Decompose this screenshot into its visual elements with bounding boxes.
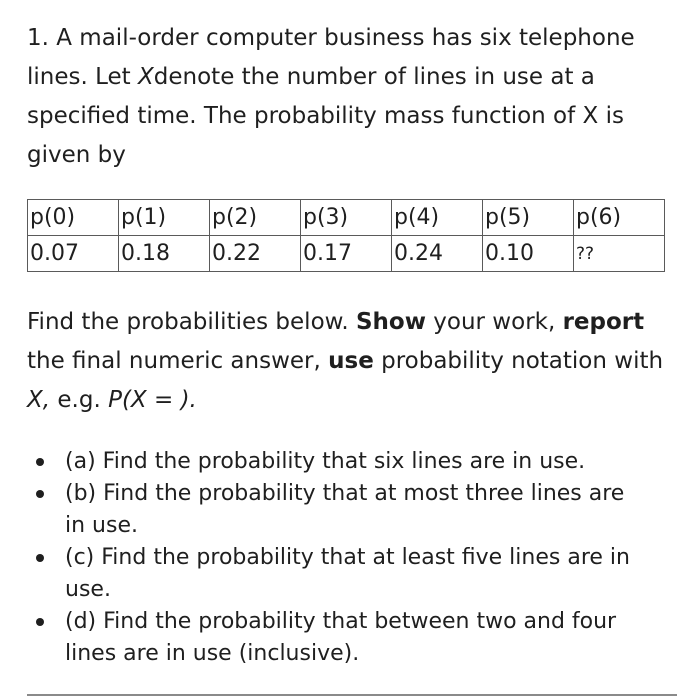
list-item bbox=[30, 478, 650, 542]
variable-x: X bbox=[138, 64, 154, 90]
instructions-bold-use: use bbox=[328, 348, 374, 374]
question-list bbox=[30, 446, 650, 670]
instructions-italic-notation: P(X = ). bbox=[108, 387, 197, 413]
question-a: (a) Find the probability that six lines are in use. bbox=[65, 449, 586, 474]
question-d: (d) Find the probability that between two and four lines are in use (inclusive). bbox=[65, 609, 617, 666]
list-item bbox=[30, 542, 650, 606]
list-item bbox=[30, 446, 650, 478]
instructions-bold-report: report bbox=[562, 309, 645, 335]
pmf-header-cell: p(2) bbox=[210, 200, 301, 236]
instructions-text: probability notation with bbox=[373, 348, 664, 374]
pmf-value-cell-unknown: ?? bbox=[574, 236, 665, 272]
pmf-value-cell: 0.17 bbox=[301, 236, 392, 272]
pmf-header-cell: p(3) bbox=[301, 200, 392, 236]
list-item bbox=[30, 606, 650, 670]
problem-intro-rest: denote the number of lines in use at a specified time. The probability mass function of X is given by bbox=[27, 64, 624, 168]
bullet-icon bbox=[36, 618, 44, 626]
problem-statement bbox=[27, 19, 677, 175]
pmf-table bbox=[27, 199, 665, 272]
pmf-header-cell: p(6) bbox=[574, 200, 665, 236]
pmf-header-cell: p(4) bbox=[392, 200, 483, 236]
instructions-text: Find the probabilities below. bbox=[27, 309, 356, 335]
pmf-value-cell: 0.18 bbox=[119, 236, 210, 272]
instructions-bold-show: Show bbox=[355, 309, 426, 335]
pmf-value-cell: 0.24 bbox=[392, 236, 483, 272]
question-b: (b) Find the probability that at most three lines are in use. bbox=[65, 481, 625, 538]
bullet-icon bbox=[36, 554, 44, 562]
bottom-divider bbox=[27, 694, 677, 696]
pmf-header-cell: p(5) bbox=[483, 200, 574, 236]
pmf-header-row bbox=[28, 200, 665, 236]
instructions bbox=[27, 303, 677, 420]
bullet-icon bbox=[36, 490, 44, 498]
instructions-text: the final numeric answer, bbox=[27, 348, 329, 374]
instructions-text: e.g. bbox=[50, 387, 109, 413]
pmf-value-cell: 0.10 bbox=[483, 236, 574, 272]
pmf-header-cell: p(1) bbox=[119, 200, 210, 236]
instructions-italic-x: X, bbox=[27, 387, 51, 413]
pmf-value-cell: 0.07 bbox=[28, 236, 119, 272]
question-c: (c) Find the probability that at least five lines are in use. bbox=[65, 545, 630, 602]
instructions-text: your work, bbox=[425, 309, 563, 335]
problem-intro: 1. A mail-order computer business has six telephone lines. Let bbox=[27, 25, 635, 90]
bullet-icon bbox=[36, 458, 44, 466]
pmf-value-row bbox=[28, 236, 665, 272]
pmf-header-cell: p(0) bbox=[28, 200, 119, 236]
pmf-value-cell: 0.22 bbox=[210, 236, 301, 272]
